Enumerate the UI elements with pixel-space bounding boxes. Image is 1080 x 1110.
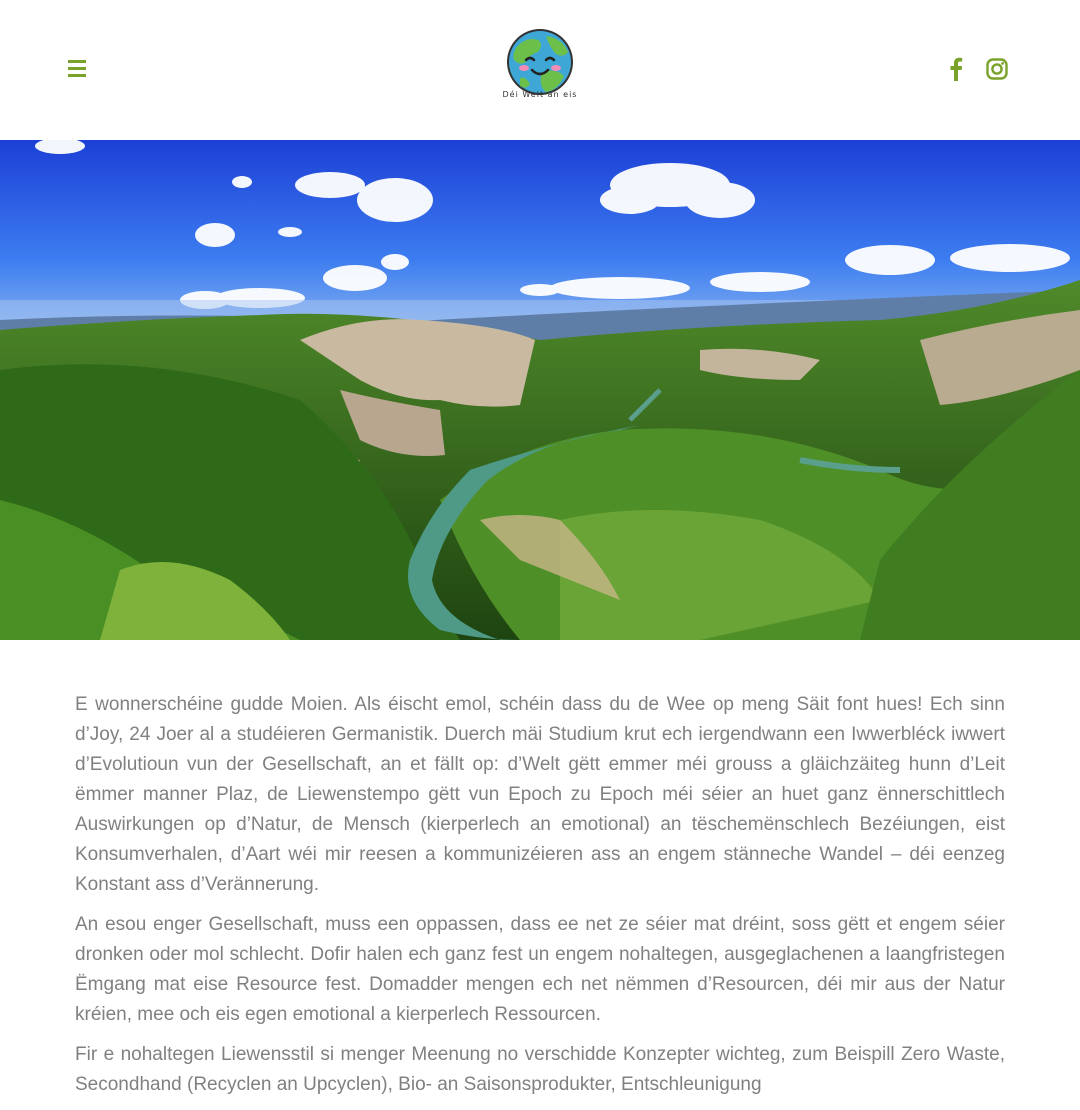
logo-caption: Déi Welt an eis xyxy=(502,90,578,99)
paragraph: E wonnerschéine gudde Moien. Als éischt emol, schéin dass du de Wee op meng Säit font hues! Ech sinn d’Joy, 24 Joer al a studéieren Germanistik. Duerch mäi Studium krut ech iergendwann een Iwwerbléck iwwert d’Evolutioun vun der Gesellschaft, an et fällt op: d’Welt gëtt emmer méi grouss a gläichzäiteg hunn d’Leit ëmmer manner Plaz, de Liewenstempo gëtt vun Epoch zu Epoch méi séier an huet ganz ënnerschittlech Auswirkungen op d’Natur, de Mensch (kierperlech an emotional) an tëschemënschlech Bezéiungen, eist Konsumverhalen, d’Aart wéi mir reesen a kommunizéieren ass an engem stänneche Wandel – déi eenzeg Konstant ass d’Verännerung. xyxy=(75,694,1005,895)
facebook-icon[interactable] xyxy=(943,56,969,82)
instagram-icon[interactable] xyxy=(984,56,1010,82)
gorge-landscape-image xyxy=(0,140,1080,640)
paragraph: Fir e nohaltegen Liewensstil si menger Meenung no verschidde Konzepter wichteg, zum Beispill Zero Waste, Secondhand (Recyclen an Upcyclen), Bio- an Saisonsprodukter, Entschleunigung xyxy=(75,1044,1005,1095)
site-logo[interactable] xyxy=(502,28,578,106)
paragraph: An esou enger Gesellschaft, muss een oppassen, dass ee net ze séier mat dréint, soss gëtt et engem séier dronken oder mol schlecht. Dofir halen ech ganz fest un engem nohaltegen, ausgeglachenen a laangfristegen Ëmgang mat eise Resource fest. Domadder mengen ech net nëmmen d’Resourcen, déi mir aus der Natur kréien, mee och eis egen emotional a kierperlech Ressourcen. xyxy=(75,914,1005,1025)
site-header xyxy=(0,0,1080,140)
hamburger-menu-icon[interactable] xyxy=(68,60,88,78)
intro-text xyxy=(75,690,1005,1110)
hero-image xyxy=(0,140,1080,640)
